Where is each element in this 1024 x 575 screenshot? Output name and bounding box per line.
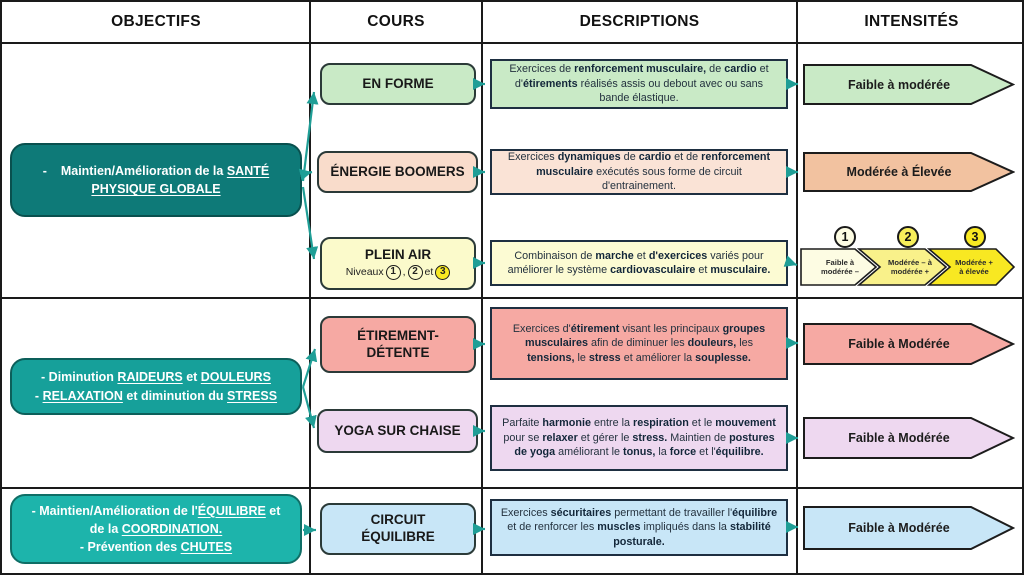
course-box-energie-boomers — [317, 151, 478, 193]
intensity-arrow-en-forme — [803, 64, 1015, 105]
description-text: Exercices sécuritaires permettant de travailler l'équilibre et de renforcer les muscles impliqués dans la stabilité posturale. — [500, 506, 778, 548]
level-3-label: Modérée + à élevée — [955, 257, 993, 276]
description-energie-boomers — [490, 149, 788, 195]
course-name: ÉNERGIE BOOMERS — [330, 163, 465, 179]
level-1-circle-icon: 1 — [386, 265, 401, 280]
intensity-arrow-circuit-equilibre — [803, 506, 1015, 550]
level-1-label: Faible à modérée – — [821, 257, 859, 276]
course-box-plein-air — [320, 237, 476, 290]
intensity-label: Modérée à Élevée — [846, 165, 952, 179]
level-1-badge: 1 — [834, 226, 856, 248]
header-cours: COURS — [367, 13, 425, 30]
course-name: YOGA SUR CHAISE — [334, 422, 461, 438]
intensity-label: Faible à Modérée — [848, 521, 950, 535]
description-text: Parfaite harmonie entre la respiration et le mouvement pour se relaxer et gérer le stress. Maintien de postures de yoga améliorant le tonus, la force et l'équilibre. — [502, 417, 776, 459]
description-text: Combinaison de marche et d'exercices variés pour améliorer le système cardiovasculaire et musculaire. — [507, 249, 771, 276]
description-en-forme — [490, 59, 788, 109]
course-box-yoga-sur-chaise — [317, 409, 478, 453]
objective-raideurs-relaxation — [10, 358, 302, 415]
course-name: EN FORME — [362, 75, 434, 91]
course-name: CIRCUIT ÉQUILIBRE — [361, 512, 435, 544]
description-yoga-sur-chaise — [490, 405, 788, 471]
objective-text: - Maintien/Amélioration de la SANTÉ PHYSIQUE GLOBALE — [42, 163, 270, 196]
intensity-arrow-energie-boomers — [803, 152, 1015, 192]
description-text: Exercices dynamiques de cardio et de renforcement musculaire exécutés sous forme de circuit d'entrainement. — [507, 151, 771, 193]
intensity-label: Faible à Modérée — [848, 431, 950, 445]
header-divider — [2, 42, 1022, 44]
course-box-circuit-equilibre — [320, 503, 476, 555]
objective-text: - Maintien/Amélioration de l'ÉQUILIBRE et de la COORDINATION. - Prévention des CHUTES — [31, 503, 281, 555]
description-text: Exercices de renforcement musculaire, de cardio et d'étirements réalisés assis ou debout avec ou sans bande élastique. — [509, 63, 769, 105]
level-2-label: Modérée – à modérée + — [888, 257, 932, 276]
description-text: Exercices d'étirement visant les principaux groupes musculaires afin de diminuer les douleurs, les tensions, le stress et améliorer la souplesse. — [512, 322, 766, 364]
objective-text: - Diminution RAIDEURS et DOULEURS - RELAXATION et diminution du STRESS — [34, 370, 278, 403]
level-2-badge: 2 — [897, 226, 919, 248]
course-box-etirement-detente — [320, 316, 476, 373]
intensity-arrow-etirement-detente — [803, 323, 1015, 365]
course-name: ÉTIREMENT-DÉTENTE — [357, 327, 439, 360]
description-circuit-equilibre — [490, 499, 788, 556]
intensity-label: Faible à Modérée — [848, 337, 950, 351]
intensity-levels-plein-air — [800, 226, 1016, 288]
intensity-label: Faible à modérée — [847, 77, 951, 92]
comma: , — [402, 265, 406, 278]
level-3-circle-icon: 3 — [435, 265, 450, 280]
header-objectifs: OBJECTIFS — [111, 13, 201, 30]
objective-equilibre-chutes — [10, 494, 302, 564]
row-divider — [2, 487, 1022, 489]
course-levels-subtitle — [346, 265, 451, 280]
objective-sante-physique — [10, 143, 302, 217]
conjunction: et — [424, 265, 434, 278]
header-descriptions: DESCRIPTIONS — [579, 13, 700, 30]
description-plein-air — [490, 240, 788, 286]
level-2-circle-icon: 2 — [408, 265, 423, 280]
row-divider — [2, 297, 1022, 299]
description-etirement-detente — [490, 307, 788, 380]
header-intensites: INTENSITÉS — [864, 13, 959, 30]
levels-prefix: Niveaux — [345, 265, 384, 278]
level-3-badge: 3 — [964, 226, 986, 248]
course-box-en-forme — [320, 63, 476, 105]
intensity-arrow-yoga-sur-chaise — [803, 417, 1015, 459]
course-name: PLEIN AIR — [364, 247, 432, 263]
